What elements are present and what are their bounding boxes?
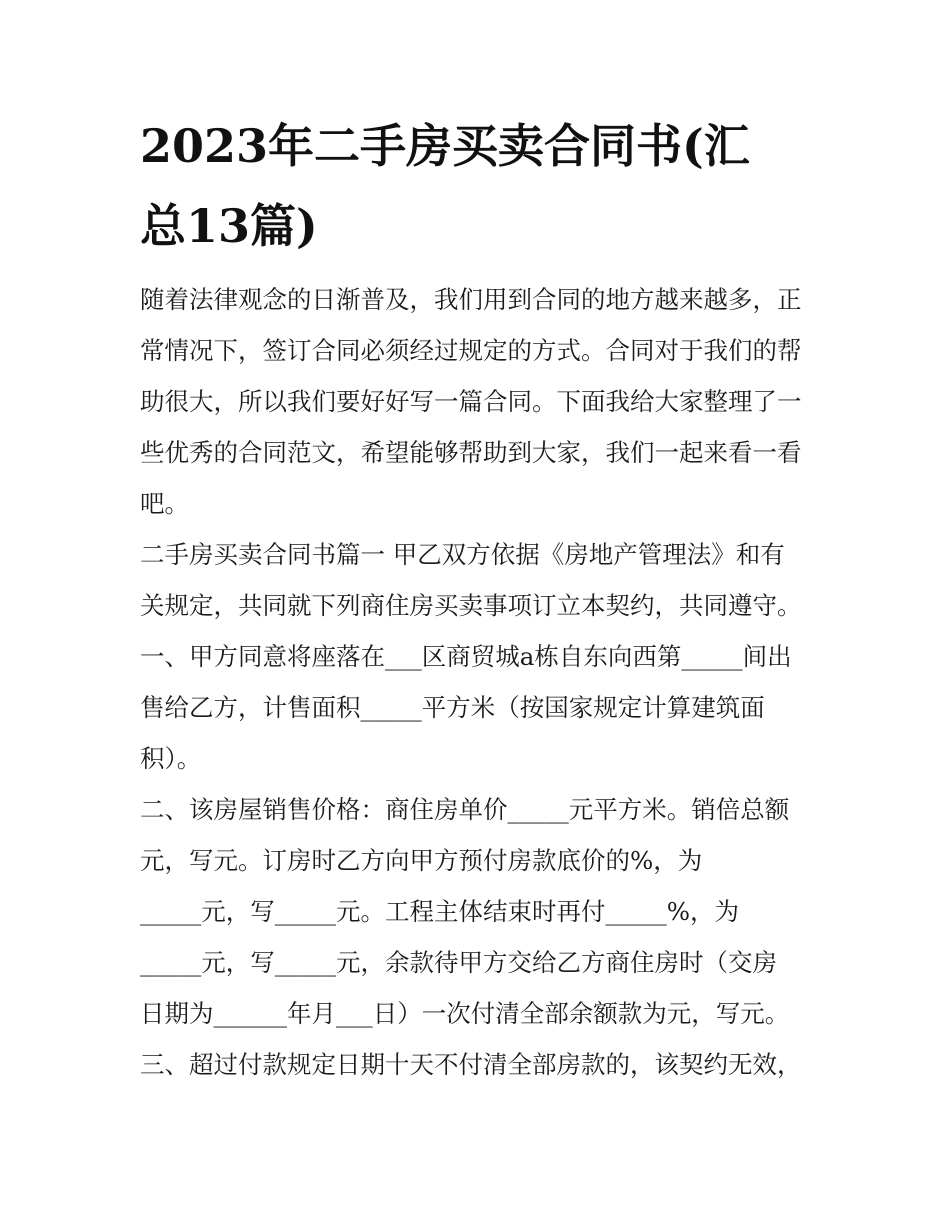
body-text-line: 日期为______年月___日）一次付清全部余额款为元，写元。	[140, 999, 790, 1028]
body-text-line: 一、甲方同意将座落在___区商贸城a栋自东向西第_____间出	[140, 642, 792, 671]
body-text-line: 关规定，共同就下列商住房买卖事项订立本契约，共同遵守。	[140, 591, 802, 620]
body-text-line: 常情况下，签订合同必须经过规定的方式。合同对于我们的帮	[140, 336, 802, 365]
body-text-line: 积）。	[140, 744, 202, 773]
body-text-line: 二手房买卖合同书篇一 甲乙双方依据《房地产管理法》和有	[140, 540, 785, 569]
body-text-line: _____元，写_____元。工程主体结束时再付_____%，为	[140, 897, 740, 926]
body-text-line: 三、超过付款规定日期十天不付清全部房款的，该契约无效，	[140, 1050, 802, 1079]
body-text-line: 些优秀的合同范文，希望能够帮助到大家，我们一起来看一看	[140, 438, 802, 467]
document-title-line-2: 总13篇)	[140, 199, 318, 253]
body-text-line: 吧。	[140, 489, 189, 518]
body-text-line: 二、该房屋销售价格：商住房单价_____元平方米。销倍总额	[140, 795, 790, 824]
body-text-line: 助很大，所以我们要好好写一篇合同。下面我给大家整理了一	[140, 387, 802, 416]
body-text-line: 元，写元。订房时乙方向甲方预付房款底价的%，为	[140, 846, 703, 875]
body-text-line: 售给乙方，计售面积_____平方米（按国家规定计算建筑面	[140, 693, 765, 722]
body-text-line: 随着法律观念的日渐普及，我们用到合同的地方越来越多，正	[140, 285, 802, 314]
body-text-line: _____元，写_____元，余款待甲方交给乙方商住房时（交房	[140, 948, 777, 977]
document-title-line-1: 2023年二手房买卖合同书(汇	[140, 119, 750, 173]
